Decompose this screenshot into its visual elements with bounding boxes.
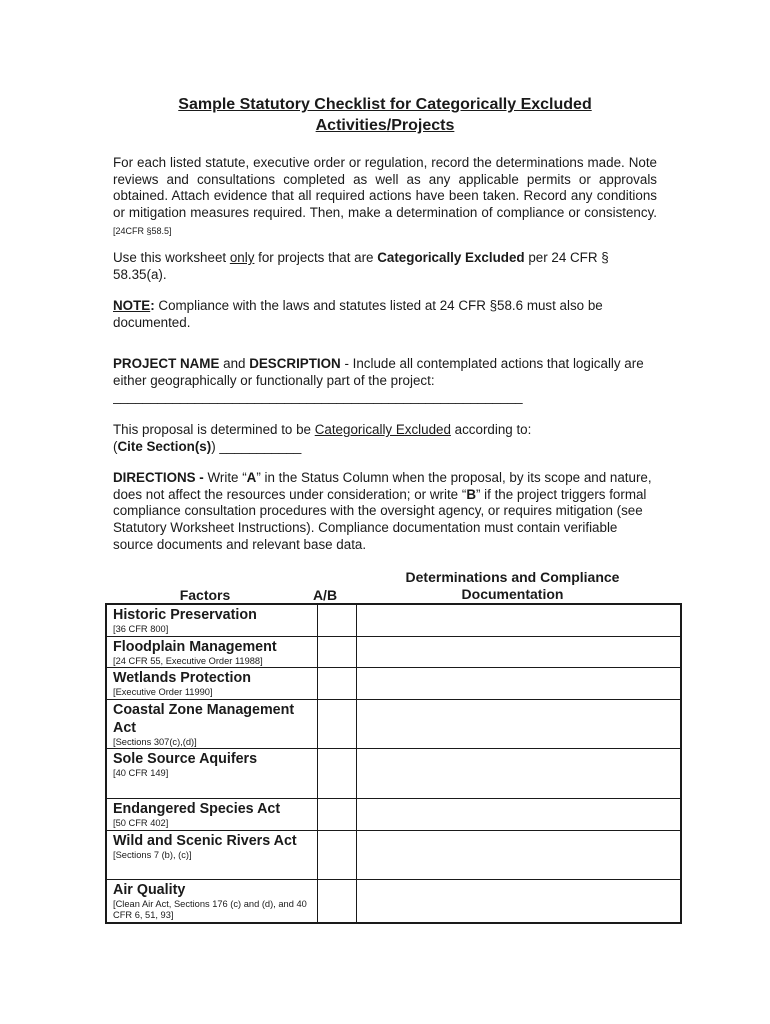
factor-citation: [Executive Order 11990] (113, 687, 213, 697)
factor-cell (106, 749, 318, 799)
factor-cell (106, 668, 318, 700)
proposal-link: Categorically Excluded (314, 422, 451, 437)
status-ab-cell[interactable] (318, 604, 357, 636)
worksheet-post: per 24 CFR § 58.35(a). (113, 250, 609, 282)
directions-paragraph (113, 470, 657, 554)
title-line-1: Sample Statutory Checklist for Categorically Excluded (178, 96, 592, 113)
project-label-name: PROJECT NAME (113, 356, 220, 371)
factor-cell (106, 799, 318, 831)
proposal-paragraph (113, 422, 657, 455)
directions-text-3: ” if the project triggers formal compliance consultation procedures with the oversight agency, or requires mitigation (see Statutory Worksheet Instructions). Compliance documentation must contain verifiable source documents and relevant base data. (113, 486, 647, 552)
note-label: NOTE (113, 298, 151, 313)
status-ab-cell[interactable] (318, 699, 357, 749)
project-label-description: DESCRIPTION (249, 356, 341, 371)
worksheet-mid: for projects that are (254, 250, 378, 265)
project-and: and (219, 356, 250, 371)
table-row-endangered-species-act (106, 799, 681, 831)
note-text: Compliance with the laws and statutes listed at 24 CFR §58.6 must also be documented. (113, 298, 603, 330)
determination-cell[interactable] (357, 830, 682, 879)
factor-citation: [36 CFR 800] (113, 624, 169, 634)
worksheet-only: only (229, 250, 255, 265)
worksheet-paragraph (113, 250, 657, 283)
factor-name: Coastal Zone Management Act (113, 701, 295, 736)
determination-cell[interactable] (357, 699, 682, 749)
note-paragraph (113, 298, 657, 331)
intro-paragraph (113, 155, 657, 240)
determination-cell[interactable] (357, 879, 682, 923)
factor-citation: [Clean Air Act, Sections 176 (c) and (d), and 40 CFR 6, 51, 93] (113, 898, 307, 920)
project-blank-line[interactable]: _______________________________________________________ (113, 389, 523, 405)
table-row-coastal-zone-management-act (106, 699, 681, 749)
table-row-air-quality (106, 879, 681, 923)
factor-name: Wetlands Protection (113, 670, 251, 686)
column-header-determinations (345, 569, 680, 603)
factor-cell (106, 604, 318, 636)
determination-cell[interactable] (357, 799, 682, 831)
proposal-pre: This proposal is determined to be (113, 422, 315, 437)
factor-citation: [50 CFR 402] (113, 818, 169, 828)
factor-citation: [Sections 307(c),(d)] (113, 736, 197, 747)
status-ab-cell[interactable] (318, 830, 357, 879)
directions-text-2: ” in the Status Column when the proposal, by its scope and nature, does not affect the resources under consideration; or write “ (113, 470, 652, 502)
factor-cell (106, 636, 318, 668)
status-ab-cell[interactable] (318, 879, 357, 923)
factor-name: Floodplain Management (113, 638, 277, 655)
table-row-historic-preservation (106, 604, 681, 636)
factor-citation: [24 CFR 55, Executive Order 11988] (113, 655, 263, 666)
proposal-open: ( (113, 438, 118, 454)
factor-citation: [40 CFR 149] (113, 768, 169, 778)
determination-cell[interactable] (357, 668, 682, 700)
status-ab-cell[interactable] (318, 799, 357, 831)
factor-name: Historic Preservation (113, 607, 257, 623)
determination-cell[interactable] (357, 749, 682, 799)
factor-cell (106, 879, 318, 923)
project-paragraph (113, 356, 657, 406)
column-header-ab: A/B (312, 587, 338, 603)
directions-b: B (466, 486, 476, 502)
directions-a: A (246, 470, 257, 485)
table-row-wild-and-scenic-rivers-act (106, 830, 681, 879)
factor-name: Endangered Species Act (113, 801, 281, 817)
worksheet-pre: Use this worksheet (113, 250, 230, 265)
status-ab-cell[interactable] (318, 636, 357, 668)
proposal-cite-blank[interactable]: ) ___________ (211, 438, 302, 454)
note-colon: : (150, 298, 155, 313)
determination-cell[interactable] (357, 636, 682, 668)
statutory-checklist-table (105, 603, 682, 924)
table-row-floodplain-management (106, 636, 681, 668)
proposal-post: according to: (450, 422, 532, 437)
factor-name: Sole Source Aquifers (113, 751, 258, 767)
table-row-sole-source-aquifers (106, 749, 681, 799)
factor-citation: [Sections 7 (b), (c)] (113, 849, 192, 860)
column-header-factors: Factors (179, 587, 231, 603)
project-text: - Include all contemplated actions that logically are either geographically or functionally part of the project: (113, 356, 644, 388)
factor-cell (106, 830, 318, 879)
title-line-2: Activities/Projects (315, 117, 455, 134)
directions-text-1: Write “ (203, 470, 247, 485)
column-header-determinations-line-2: Documentation (461, 586, 564, 602)
status-ab-cell[interactable] (318, 749, 357, 799)
status-ab-cell[interactable] (318, 668, 357, 700)
page-title (113, 94, 657, 136)
intro-cite: [24CFR §58.5] (113, 225, 172, 236)
determination-cell[interactable] (357, 604, 682, 636)
factor-cell (106, 699, 318, 749)
proposal-cite-label: Cite Section(s) (117, 438, 212, 454)
factor-name: Wild and Scenic Rivers Act (113, 832, 297, 849)
factor-name: Air Quality (113, 881, 186, 898)
table-row-wetlands-protection (106, 668, 681, 700)
worksheet-bold: Categorically Excluded (377, 250, 525, 265)
column-header-determinations-line-1: Determinations and Compliance (405, 569, 620, 585)
directions-label: DIRECTIONS - (113, 470, 204, 485)
intro-text: For each listed statute, executive order or regulation, record the determinations made. Note reviews and consultations completed as well as any applicable permits or approvals obtained. Attach evidence that all required actions have been taken. Record any conditions or mitigation measures required. Then, make a determination of compliance or consistency. (113, 155, 657, 221)
